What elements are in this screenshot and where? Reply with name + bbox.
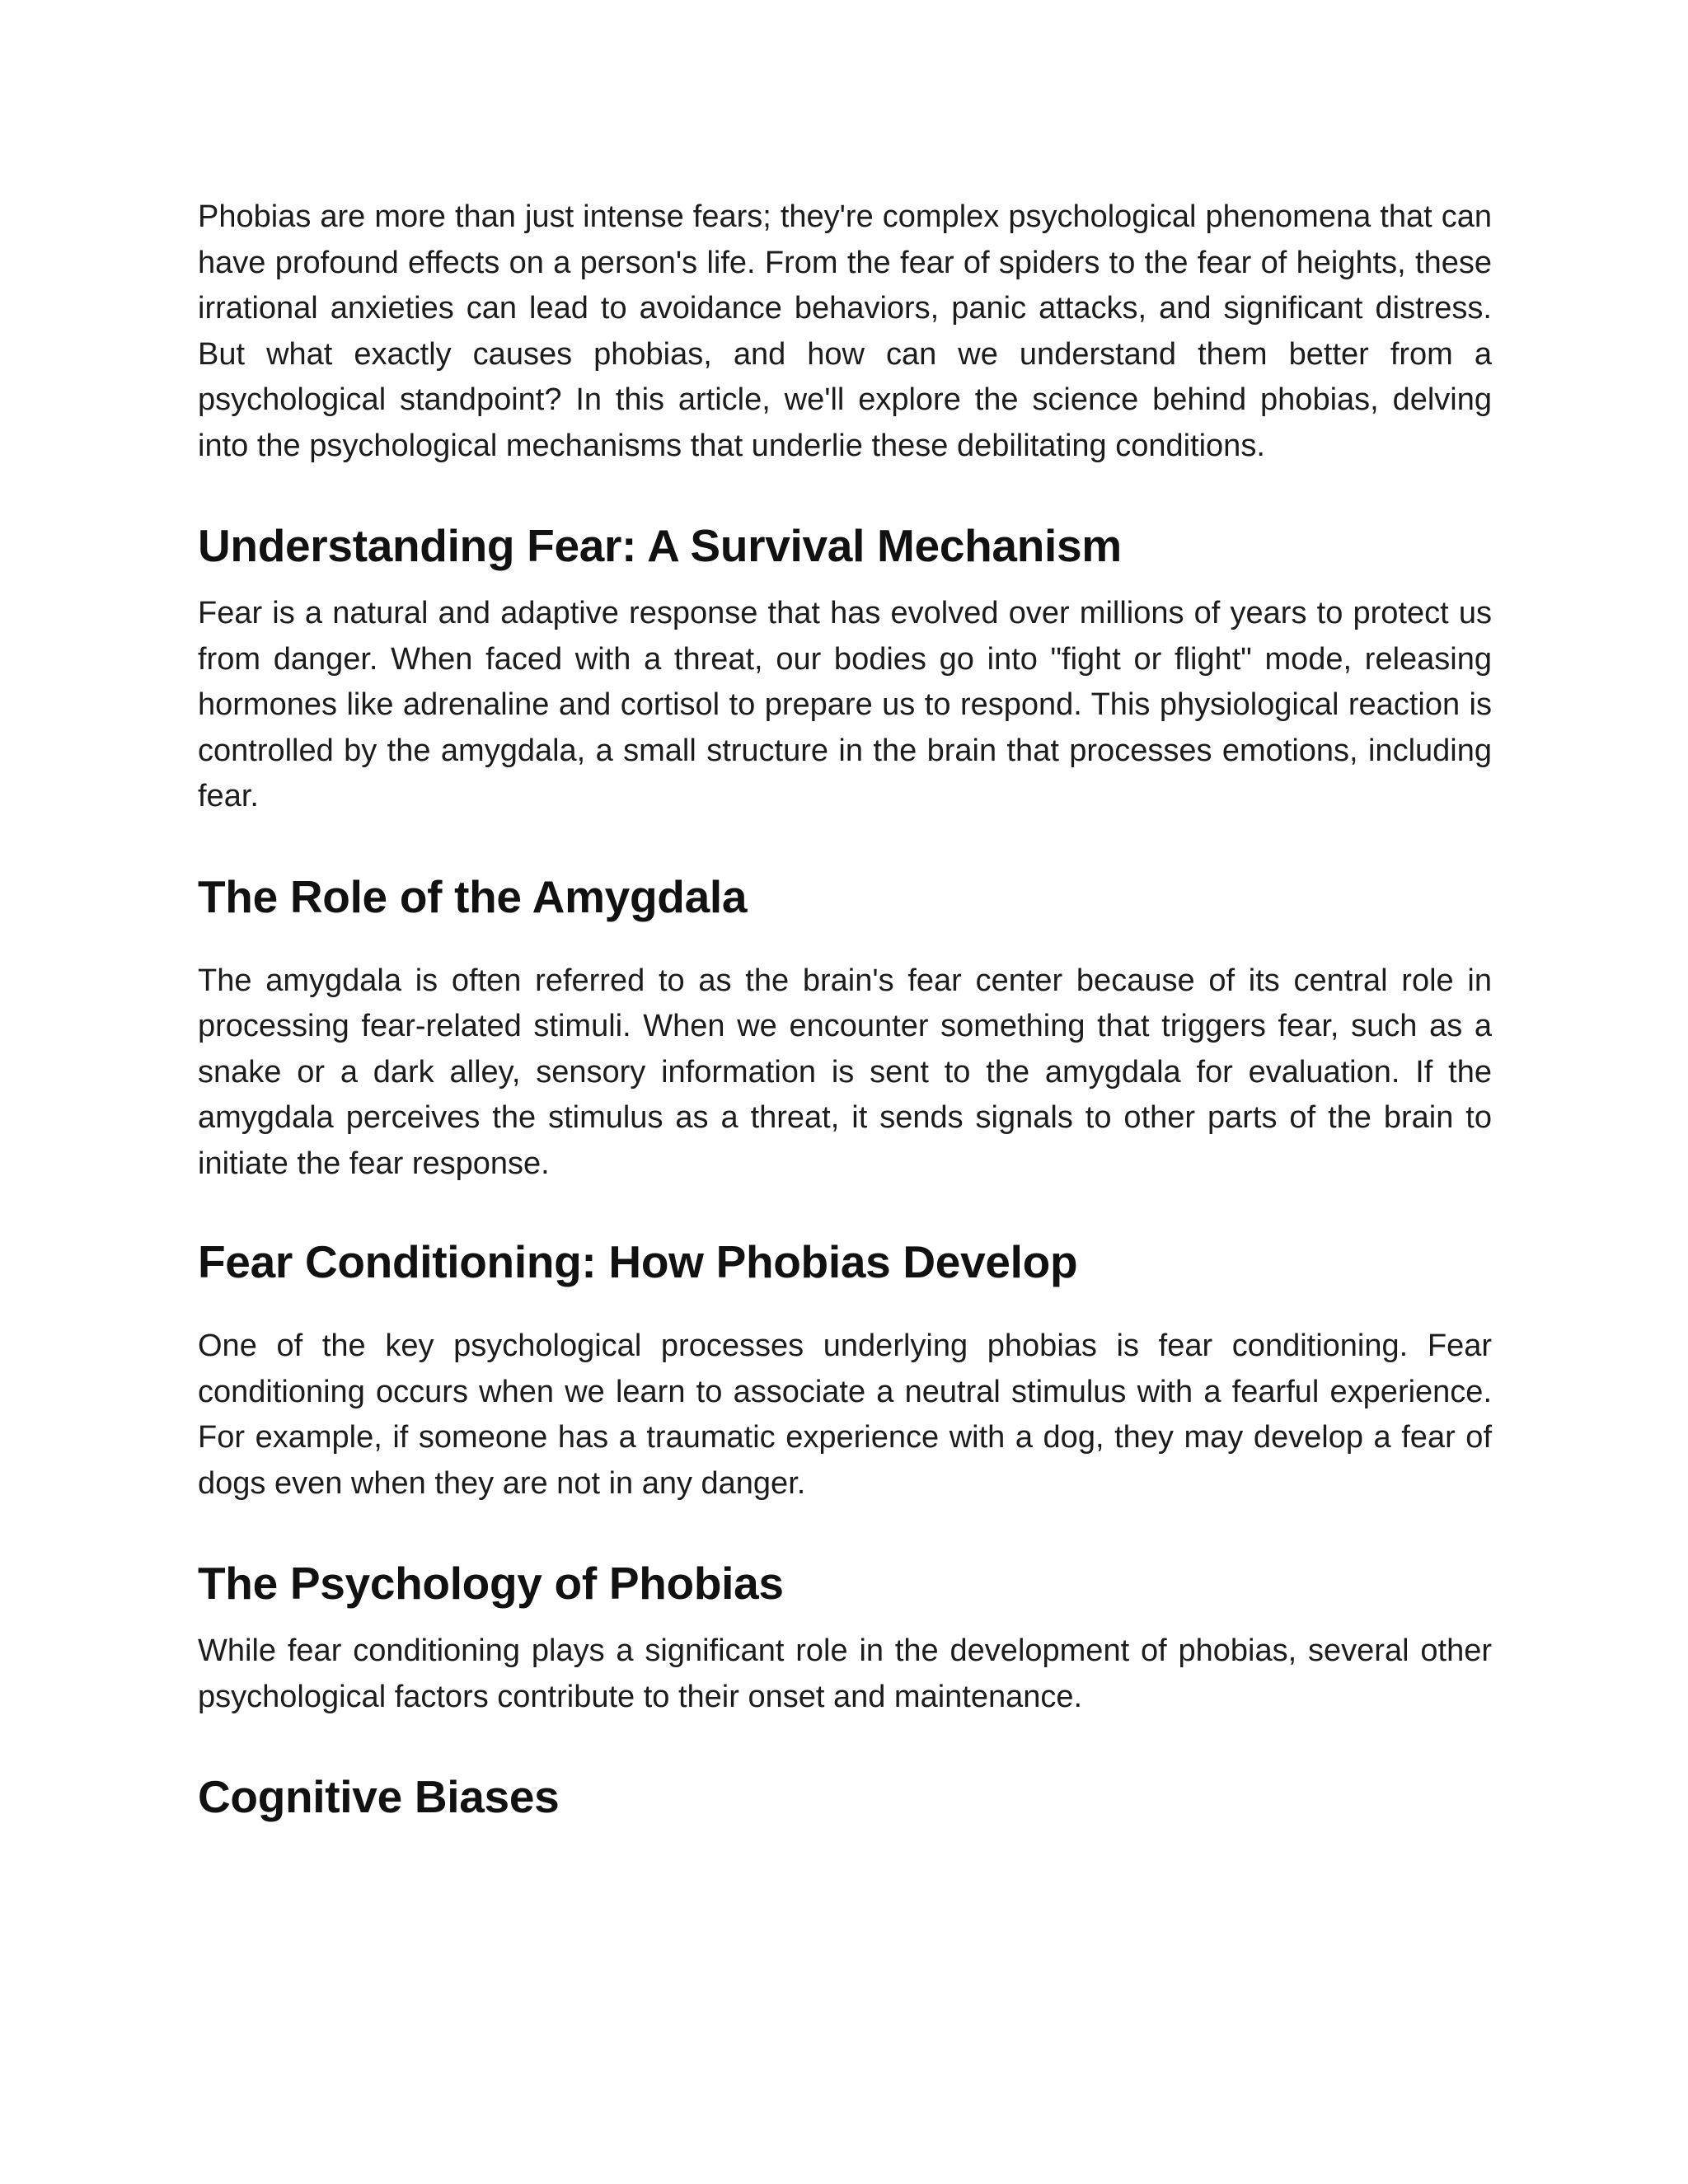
section-heading-psychology-of-phobias: The Psychology of Phobias: [198, 1558, 784, 1609]
article-content: [198, 194, 1492, 1824]
section-heading-understanding-fear: Understanding Fear: A Survival Mechanism: [198, 520, 1122, 571]
section-paragraph-understanding-fear: Fear is a natural and adaptive response that has evolved over millions of years to protect us from danger. When faced with a threat, our bodies go into "fight or flight" mode, releasing hormones like adrenaline and cortisol to prepare us to respond. This physiological reaction is controlled by the amygdala, a small structure in the brain that processes emotions, including fear.: [198, 596, 1492, 813]
section-paragraph-amygdala: The amygdala is often referred to as the brain's fear center because of its central role in processing fear-related stimuli. When we encounter something that triggers fear, such as a snake or a dark alley, sensory information is sent to the amygdala for evaluation. If the amygdala perceives the stimulus as a threat, it sends signals to other parts of the brain to initiate the fear response.: [198, 963, 1492, 1181]
section-paragraph-psychology-of-phobias: While fear conditioning plays a significant role in the development of phobias, several other psychological factors contribute to their onset and maintenance.: [198, 1633, 1492, 1714]
section-heading-fear-conditioning: Fear Conditioning: How Phobias Develop: [198, 1236, 1078, 1287]
section-heading-amygdala: The Role of the Amygdala: [198, 870, 748, 922]
intro-paragraph: Phobias are more than just intense fears; they're complex psychological phenomena that can have profound effects on a person's life. From the fear of spiders to the fear of heights, these irrational anxieties can lead to avoidance behaviors, panic attacks, and significant distress. But what exactly causes phobias, and how can we understand them better from a psychological standpoint? In this article, we'll explore the science behind phobias, delving into the psychological mechanisms that underlie these debilitating conditions.: [198, 199, 1492, 463]
section-heading-cognitive-biases: Cognitive Biases: [198, 1771, 560, 1822]
section-paragraph-fear-conditioning: One of the key psychological processes underlying phobias is fear conditioning. Fear conditioning occurs when we learn to associate a neutral stimulus with a fearful experience. For example, if someone has a traumatic experience with a dog, they may develop a fear of dogs even when they are not in any danger.: [198, 1329, 1492, 1501]
